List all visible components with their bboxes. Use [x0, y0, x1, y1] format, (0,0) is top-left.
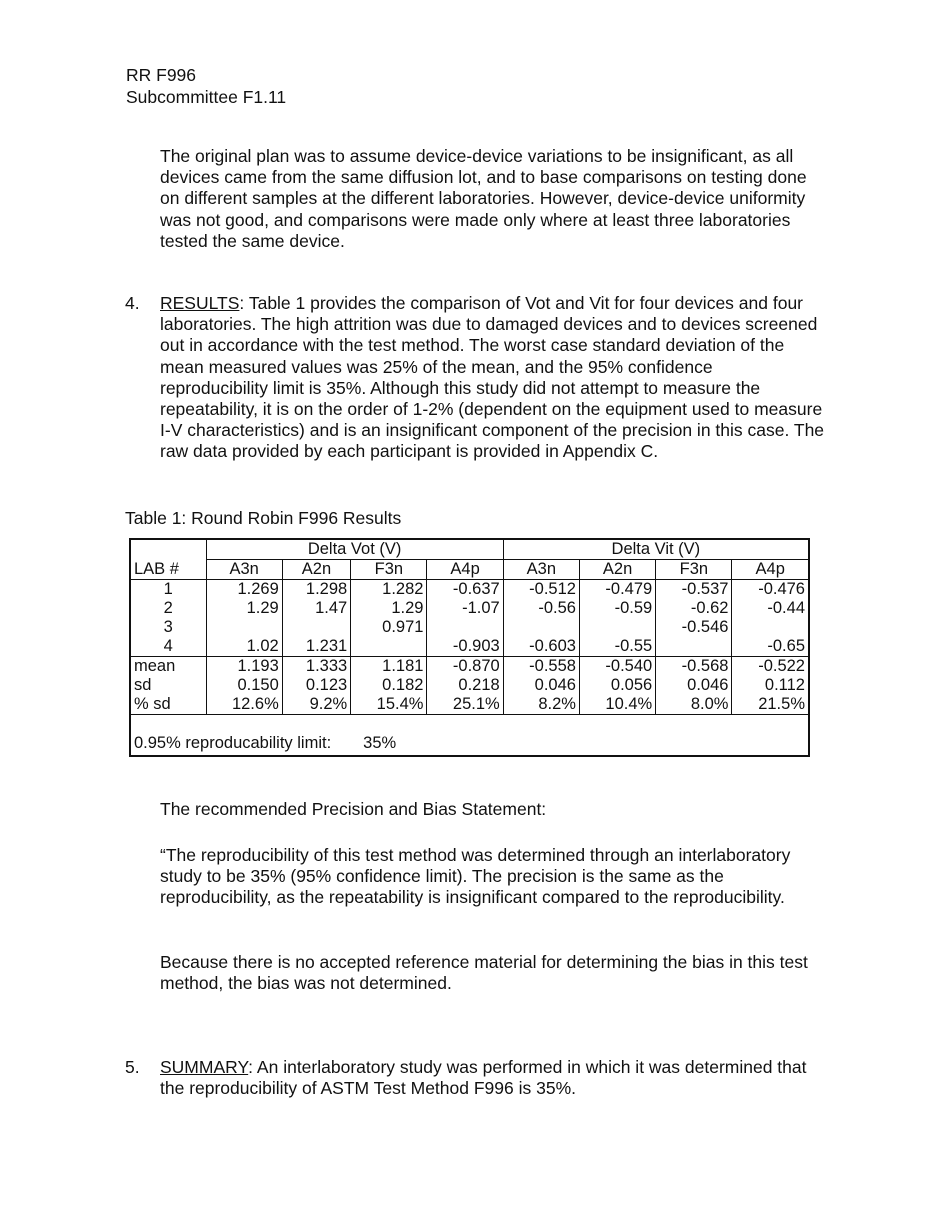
table-cell: -0.476 — [732, 580, 809, 600]
lab-number: 2 — [130, 599, 206, 618]
column-header: A4p — [427, 560, 503, 580]
table-cell: -1.07 — [427, 599, 503, 618]
table-cell — [282, 618, 350, 637]
table-cell — [656, 637, 732, 657]
table-cell: 1.29 — [351, 599, 427, 618]
table-cell — [206, 618, 282, 637]
reproducibility-limit-row — [130, 715, 809, 757]
table-cell: 8.0% — [656, 695, 732, 715]
table-cell: 1.29 — [206, 599, 282, 618]
table-cell: 0.218 — [427, 676, 503, 695]
table-cell: -0.903 — [427, 637, 503, 657]
table-row — [130, 618, 809, 637]
table-cell: 8.2% — [503, 695, 579, 715]
table-cell: -0.65 — [732, 637, 809, 657]
section-5-number: 5. — [125, 1057, 140, 1077]
table-cell: -0.603 — [503, 637, 579, 657]
column-header: A4p — [732, 560, 809, 580]
table-cell: 1.02 — [206, 637, 282, 657]
column-header: F3n — [351, 560, 427, 580]
stats-row-mean — [130, 657, 809, 677]
limit-label: 0.95% reproducability limit: — [134, 734, 332, 752]
quote-paragraph: “The reproducibility of this test method was determined through an interlaboratory study to be 35% (95% confidence limit). The precision is the same as the reproducibility, as the repeatability is insignificant compared to the reproducibility. — [160, 845, 791, 908]
table-cell: 10.4% — [579, 695, 655, 715]
table-cell: 21.5% — [732, 695, 809, 715]
table-cell: 0.971 — [351, 618, 427, 637]
table-cell — [427, 618, 503, 637]
table-cell — [579, 618, 655, 637]
table-cell: 25.1% — [427, 695, 503, 715]
table-row — [130, 637, 809, 657]
stat-label: mean — [130, 657, 206, 677]
column-header: A3n — [206, 560, 282, 580]
table-cell: 1.193 — [206, 657, 282, 677]
table-cell: -0.44 — [732, 599, 809, 618]
table-cell: -0.637 — [427, 580, 503, 600]
table-cell: 1.47 — [282, 599, 350, 618]
table-cell: -0.59 — [579, 599, 655, 618]
table-cell: 0.123 — [282, 676, 350, 695]
stat-label: % sd — [130, 695, 206, 715]
table-cell — [351, 637, 427, 657]
lab-column-header: LAB # — [130, 560, 206, 580]
section-4-number: 4. — [125, 293, 140, 313]
table-row — [130, 580, 809, 600]
table-cell: 0.182 — [351, 676, 427, 695]
stat-label: sd — [130, 676, 206, 695]
table-cell: -0.546 — [656, 618, 732, 637]
column-header: F3n — [656, 560, 732, 580]
reproducibility-limit-cell — [130, 715, 809, 757]
bias-paragraph: Because there is no accepted reference material for determining the bias in this test method, the bias was not determined. — [160, 952, 808, 994]
table-group-header-row — [130, 539, 809, 560]
table-column-header-row — [130, 560, 809, 580]
column-header: A2n — [579, 560, 655, 580]
section-5-heading: SUMMARY — [160, 1057, 249, 1077]
lab-number: 4 — [130, 637, 206, 657]
table-cell: 0.046 — [503, 676, 579, 695]
table-cell: 1.282 — [351, 580, 427, 600]
table-cell: 12.6% — [206, 695, 282, 715]
table-caption: Table 1: Round Robin F996 Results — [125, 508, 402, 528]
table-cell: -0.870 — [427, 657, 503, 677]
document-header — [126, 64, 286, 108]
table-cell: 0.056 — [579, 676, 655, 695]
stats-row-percent-sd — [130, 695, 809, 715]
table-cell: 15.4% — [351, 695, 427, 715]
table-cell: 9.2% — [282, 695, 350, 715]
header-document-id: RR F996 — [126, 65, 197, 85]
table-cell: -0.55 — [579, 637, 655, 657]
section-5-text: : An interlaboratory study was performed in which it was determined that the reproducibility of ASTM Test Method F996 is 35%. — [160, 1057, 807, 1099]
section-4-text: : Table 1 provides the comparison of Vot and Vit for four devices and four laboratories. The high attrition was due to damaged devices and to devices screened out in accordance with the test method. The worst case standard deviation of the mean measured values was 25% of the mean, and the 95% confidence reproducibility limit is 35%. Although this study did not attempt to measure the repeatability, it is on the order of 1-2% (dependent on the equipment used to measure I-V characteristics) and is an insignificant component of the precision in this case. The raw data provided by each participant is provided in Appendix C. — [160, 293, 825, 462]
table-cell: -0.558 — [503, 657, 579, 677]
table-cell: 1.333 — [282, 657, 350, 677]
table-cell: -0.479 — [579, 580, 655, 600]
table-cell: -0.540 — [579, 657, 655, 677]
table-cell: 1.181 — [351, 657, 427, 677]
table-cell: -0.512 — [503, 580, 579, 600]
column-header: A2n — [282, 560, 350, 580]
table-cell: 0.150 — [206, 676, 282, 695]
section-4-body — [160, 293, 825, 463]
table-cell: -0.56 — [503, 599, 579, 618]
table-cell: 1.269 — [206, 580, 282, 600]
stats-row-sd — [130, 676, 809, 695]
lab-number: 1 — [130, 580, 206, 600]
table-cell: 1.298 — [282, 580, 350, 600]
table-cell: -0.62 — [656, 599, 732, 618]
intro-paragraph: The original plan was to assume device-device variations to be insignificant, as all devices came from the same diffusion lot, and to base comparisons on testing done on different samples at the different laboratories. However, device-device uniformity was not good, and comparisons were made only where at least three laboratories tested the same device. — [160, 146, 807, 251]
table-cell: -0.568 — [656, 657, 732, 677]
section-4-heading: RESULTS — [160, 293, 240, 313]
table-cell — [503, 618, 579, 637]
section-5-body — [160, 1057, 825, 1099]
section-4-results — [125, 293, 825, 463]
group-header-delta-vot: Delta Vot (V) — [206, 539, 503, 560]
recommended-heading: The recommended Precision and Bias Statement: — [160, 799, 547, 819]
table-cell: 0.112 — [732, 676, 809, 695]
group-header-delta-vit: Delta Vit (V) — [503, 539, 809, 560]
table-row — [130, 599, 809, 618]
limit-value: 35% — [363, 734, 397, 752]
column-header: A3n — [503, 560, 579, 580]
table-cell: -0.537 — [656, 580, 732, 600]
section-5-summary — [125, 1057, 825, 1099]
lab-number: 3 — [130, 618, 206, 637]
results-table — [129, 538, 810, 757]
table-cell: 0.046 — [656, 676, 732, 695]
table-cell — [732, 618, 809, 637]
header-subcommittee: Subcommittee F1.11 — [126, 87, 287, 107]
table-cell: -0.522 — [732, 657, 809, 677]
table-cell: 1.231 — [282, 637, 350, 657]
